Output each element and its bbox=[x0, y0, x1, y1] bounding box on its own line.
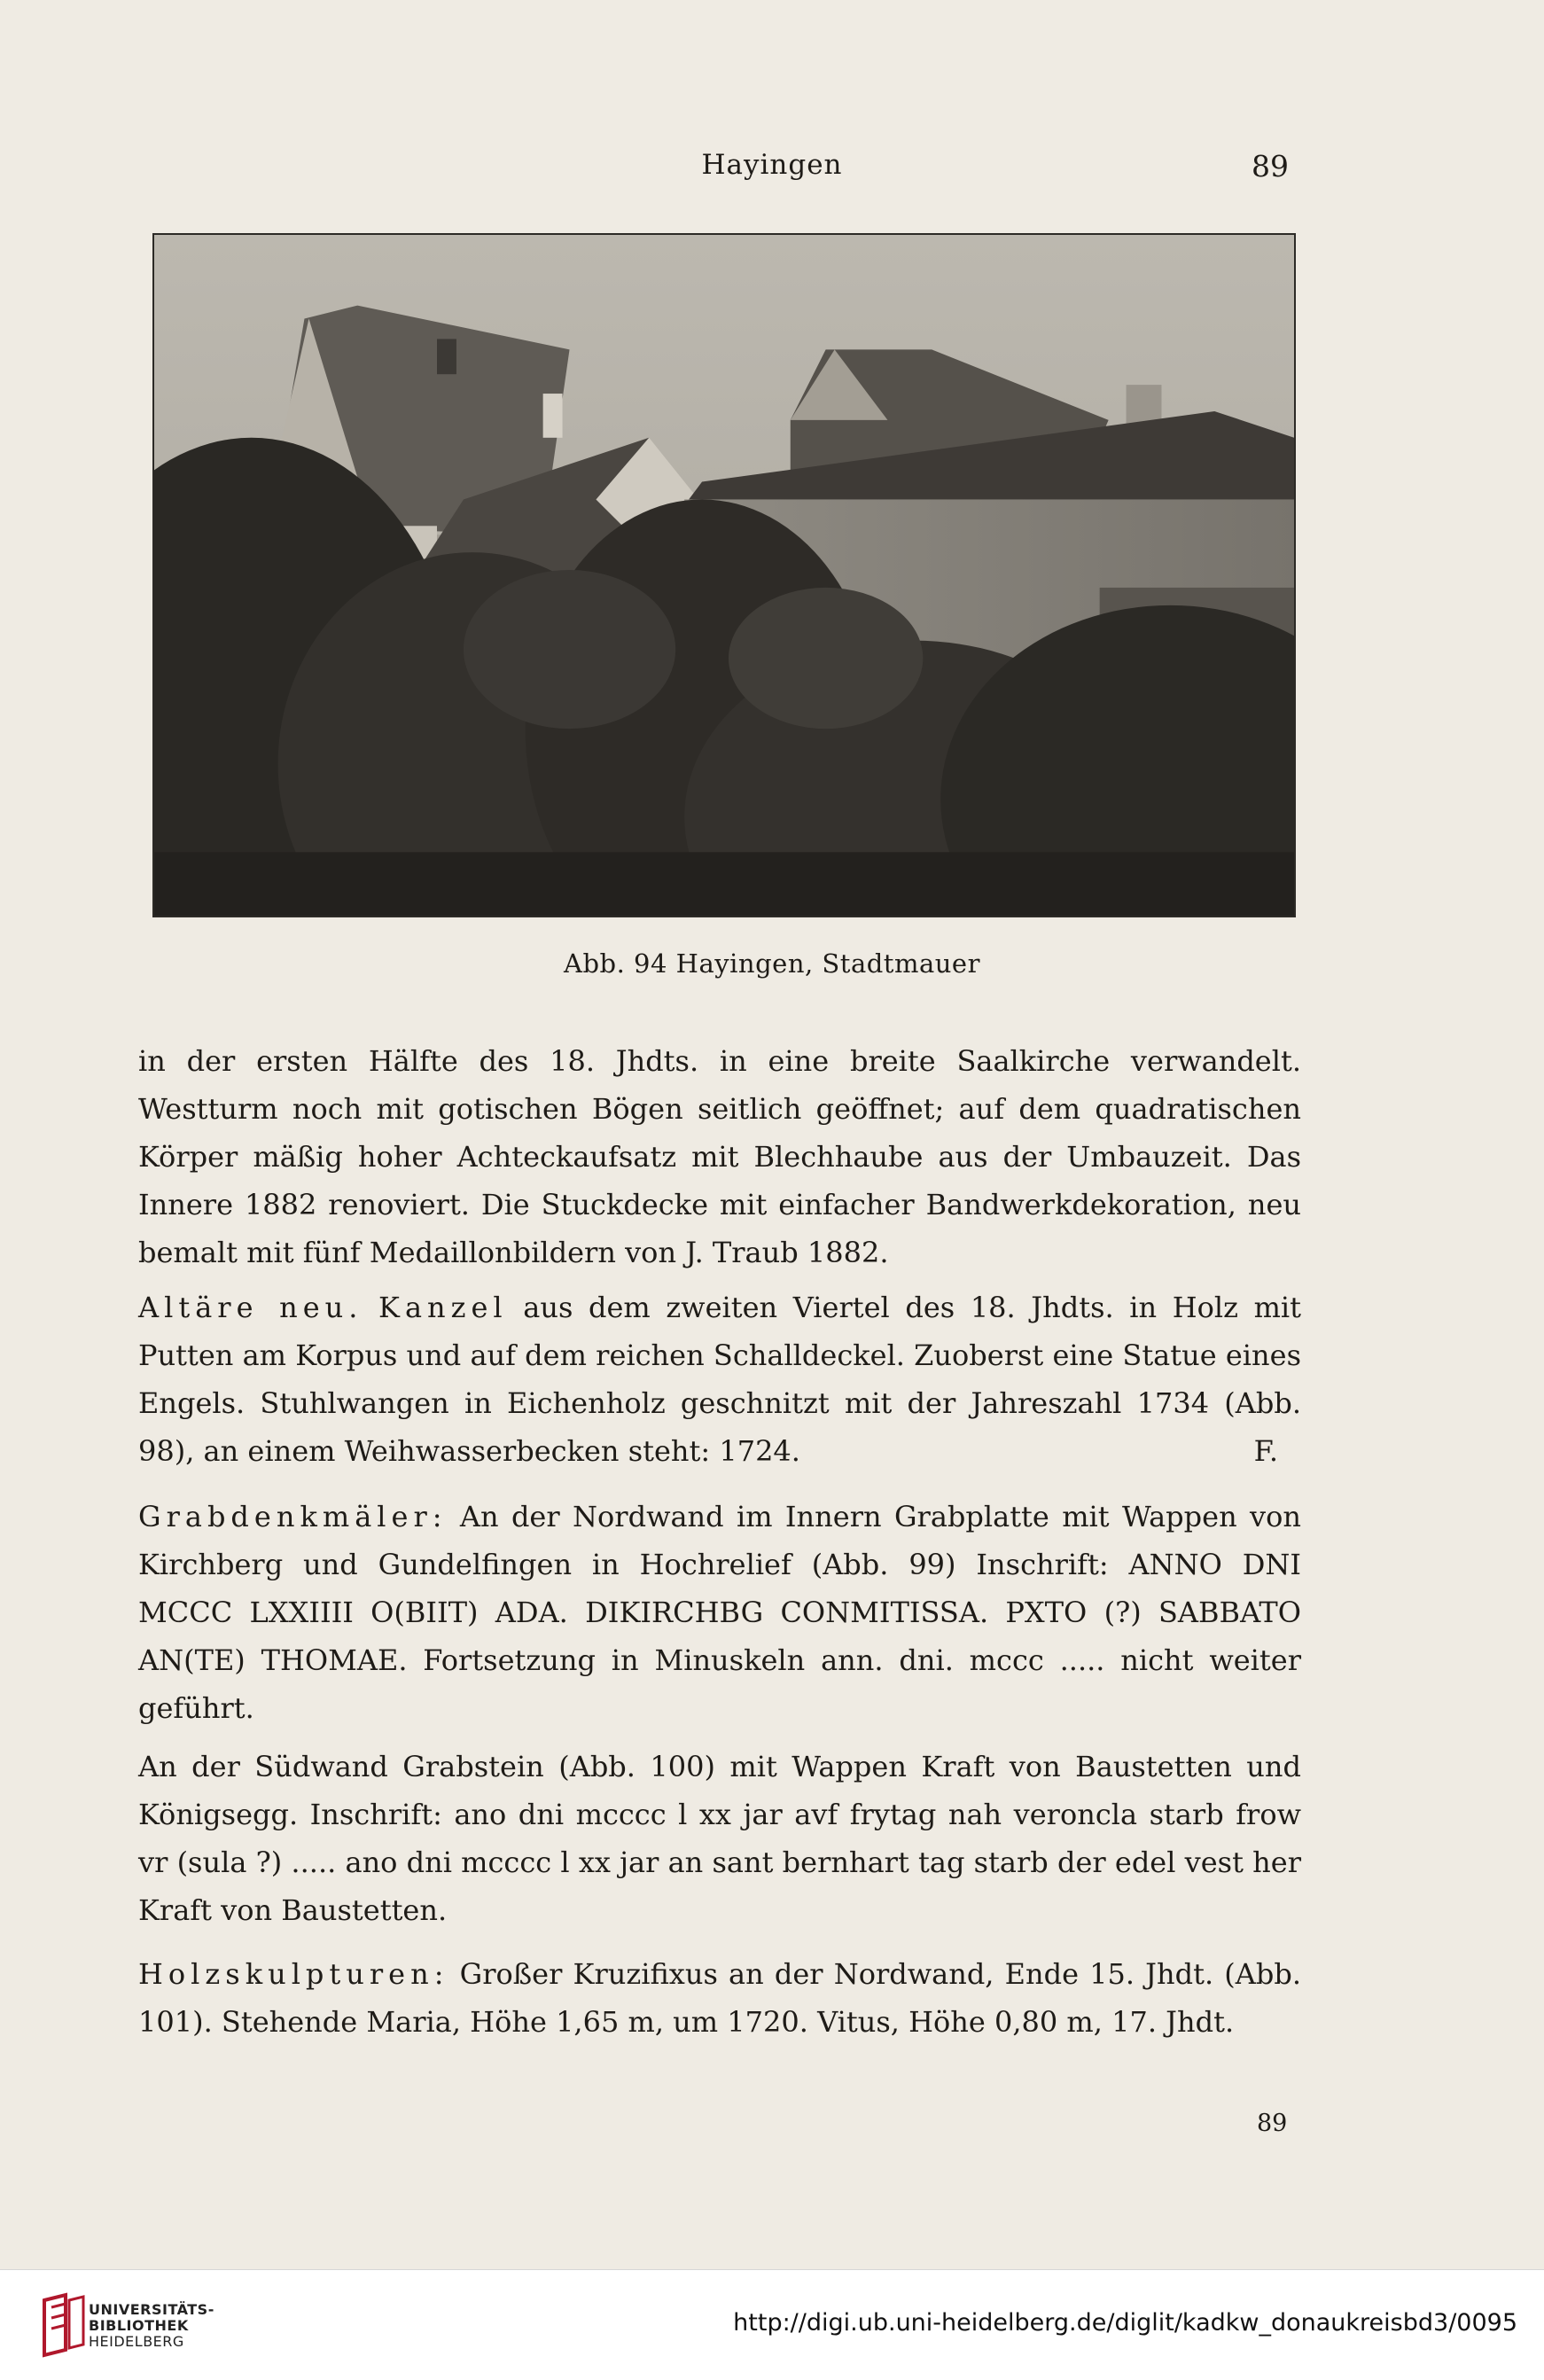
section-lead-grabdenkmaeler: Grabdenkmäler: bbox=[138, 1500, 448, 1533]
paragraph-text: An der Südwand Grabstein (Abb. 100) mit Wappen Kraft von Baustetten und Königsegg. Inschrift: ano dni mcccc l xx jar avf frytag nah veroncla starb frow vr (sula ?) ..... ano dni mcccc l xx jar an sant bernhart tag starb der edel vest her Kraft von Baustetten. bbox=[138, 1750, 1301, 1927]
paragraph-text: Großer Kruzifixus an der Nordwand, Ende 15. Jhdt. (Abb. 101). Stehende Maria, Höhe 1,65 m, um 1720. Vitus, Höhe 0,80 m, 17. Jhdt. bbox=[138, 1957, 1302, 2039]
section-lead-altars: Altäre neu. bbox=[138, 1291, 363, 1324]
section-lead-holzskulpturen: Holzskulpturen: bbox=[138, 1957, 449, 1991]
paragraph-altars bbox=[138, 1284, 1301, 1475]
page-number-top: 89 bbox=[1252, 149, 1289, 183]
library-logo-icon bbox=[39, 2291, 89, 2359]
paragraph-church-description bbox=[138, 1037, 1301, 1276]
page-number-bottom: 89 bbox=[1257, 2110, 1288, 2137]
figure-photo bbox=[152, 233, 1296, 917]
paragraph-text: aus dem zweiten Viertel des 18. Jhdts. in Holz mit Putten am Korpus und auf dem reichen Schalldeckel. Zuoberst eine Statue eines Engels. Stuhlwangen in Eichenholz geschnitzt mit der Jahreszahl 1734 (Abb. 98), an einem Weihwasserbecken steht: 1724. bbox=[138, 1291, 1301, 1468]
paragraph-grave-monuments bbox=[138, 1493, 1301, 1732]
town-wall-photo bbox=[154, 235, 1294, 916]
paragraph-wood-sculptures bbox=[138, 1950, 1301, 2046]
paragraph-text: An der Nordwand im Innern Grabplatte mit Wappen von Kirchberg und Gundelfingen in Hochrelief (Abb. 99) Inschrift: ANNO DNI MCCC LXXIIII O(BIIT) ADA. DIKIRCHBG CONMITISSA. PXTO (?) SABBATO AN(TE) THOMAE. Fortsetzung in Minuskeln ann. dni. mccc ..... nicht weiter geführt. bbox=[138, 1500, 1302, 1725]
digital-library-footer bbox=[0, 2269, 1544, 2380]
source-url-link[interactable]: http://digi.ub.uni-heidelberg.de/diglit/kadkw_donaukreisbd3/0095 bbox=[733, 2309, 1517, 2337]
author-signature: F. bbox=[1253, 1434, 1278, 1468]
figure-caption: Abb. 94 Hayingen, Stadtmauer bbox=[564, 948, 980, 979]
paragraph-south-wall bbox=[138, 1743, 1301, 1934]
running-title: Hayingen bbox=[701, 149, 843, 181]
library-name: UNIVERSITÄTS- BIBLIOTHEK HEIDELBERG bbox=[89, 2301, 214, 2350]
paragraph-text: in der ersten Hälfte des 18. Jhdts. in eine breite Saalkirche verwandelt. Westturm noch mit gotischen Bögen seitlich geöffnet; auf dem quadratischen Körper mäßig hoher Achteckaufsatz mit Blechhaube aus der Umbauzeit. Das Innere 1882 renoviert. Die Stuckdecke mit einfacher Bandwerkdekoration, neu bemalt mit fünf Medaillonbildern von J. Traub 1882. bbox=[138, 1044, 1301, 1269]
section-lead-kanzel: Kanzel bbox=[378, 1291, 508, 1324]
